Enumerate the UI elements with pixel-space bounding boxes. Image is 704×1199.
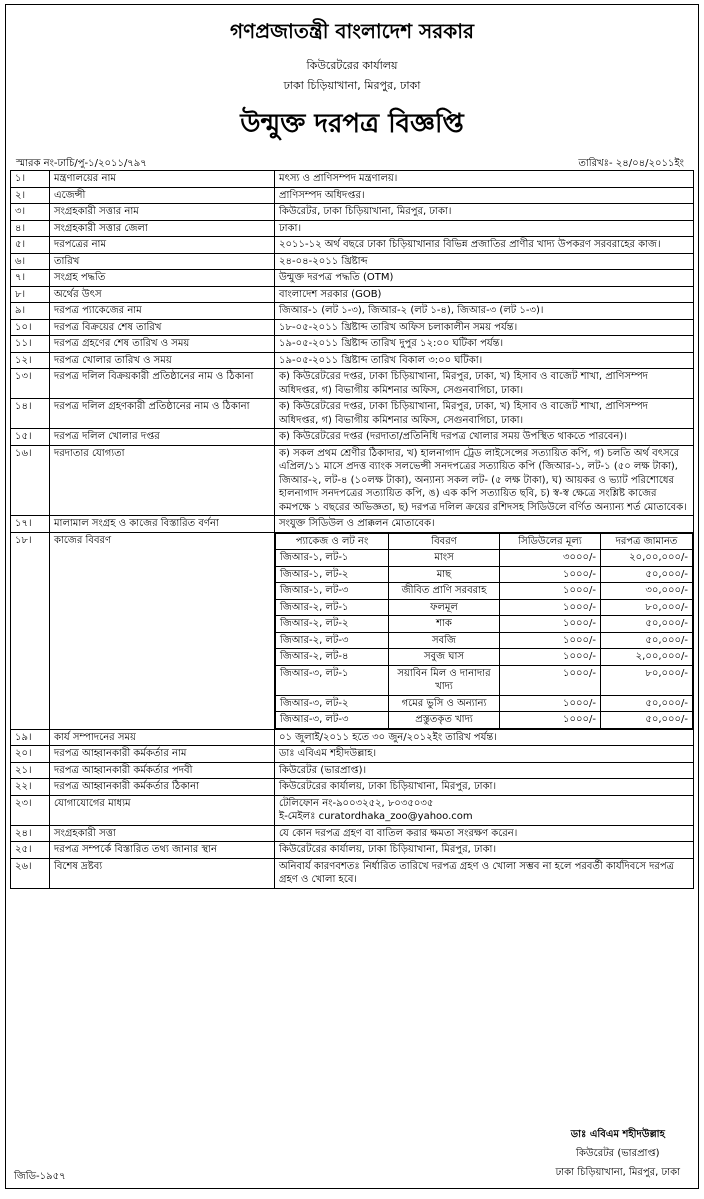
signatory-name: ডাঃ এবিএম শহীদউল্লাহ	[570, 1129, 665, 1140]
row-number: ১০।	[11, 319, 50, 336]
schedule-price: ৩০০০/-	[500, 550, 601, 567]
row-value	[275, 746, 694, 763]
row-label: দরপত্র আহ্বানকারী কর্মকর্তার নাম	[50, 746, 275, 763]
row-value	[275, 352, 694, 369]
item-description: সবুজ ঘাস	[389, 649, 500, 666]
work-schedule-cell	[275, 532, 694, 729]
row-label: এজেন্সী	[50, 187, 275, 204]
table-row	[11, 336, 694, 353]
row-number: ১৯।	[11, 729, 50, 746]
item-description: মাংস	[389, 550, 500, 567]
row-number: ৮।	[11, 286, 50, 303]
signatory-address: ঢাকা চিড়িয়াখানা, মিরপুর, ঢাকা	[555, 1167, 680, 1178]
work-item-row	[276, 566, 693, 583]
row-number: ২৩।	[11, 795, 50, 825]
row-value	[275, 795, 694, 825]
row-value-text: ১৮-০৫-২০১১ খ্রিষ্টাব্দ তারিখ অফিস চলাকালীন সময় পর্যন্ত।	[279, 321, 518, 333]
row-number: ২০।	[11, 746, 50, 763]
row-number: ৬।	[11, 253, 50, 270]
tender-table	[10, 170, 694, 889]
work-item-row	[276, 632, 693, 649]
work-item-row	[276, 583, 693, 600]
row-label: দরপত্র খোলার তারিখ ও সময়	[50, 352, 275, 369]
tender-security: ৩০,০০০/-	[601, 583, 693, 600]
tender-notice	[5, 4, 699, 1189]
row-value	[275, 762, 694, 779]
row-number: ১৩।	[11, 369, 50, 399]
row-label: দরপত্র দলিল বিক্রয়কারী প্রতিষ্ঠানের নাম ও ঠিকানা	[50, 369, 275, 399]
row-number: ১২।	[11, 352, 50, 369]
government-title: গণপ্রজাতন্ত্রী বাংলাদেশ সরকার	[230, 19, 474, 43]
row-label: দরপত্র দলিল গ্রহণকারী প্রতিষ্ঠানের নাম ও ঠিকানা	[50, 399, 275, 429]
lot-number: জিআর-১, লট-৩	[276, 583, 389, 600]
row-value-text: ১৯-০৫-২০১১ খ্রিষ্টাব্দ তারিখ দুপুর ১২:০০ ঘটিকা পর্যন্ত।	[279, 338, 504, 349]
column-header: সিডিউলের মূল্য	[500, 533, 601, 550]
table-row	[11, 445, 694, 516]
row-value	[275, 270, 694, 287]
item-description: সয়াবিন মিল ও দানাদার খাদ্য	[389, 665, 500, 695]
item-description: শাক	[389, 616, 500, 633]
row-value	[275, 171, 694, 188]
table-row	[11, 319, 694, 336]
lot-number: জিআর-২, লট-২	[276, 616, 389, 633]
row-value	[275, 237, 694, 254]
row-value-text: যে কোন দরপত্র গ্রহণ বা বাতিল করার ক্ষমতা সংরক্ষণ করেন।	[279, 827, 518, 839]
table-row	[11, 516, 694, 533]
row-number: ৪।	[11, 220, 50, 237]
item-description: জীবিত প্রাণি সরবরাহ	[389, 583, 500, 600]
schedule-price: ১০০০/-	[500, 599, 601, 616]
row-value	[275, 336, 694, 353]
lot-number: জিআর-৩, লট-১	[276, 665, 389, 695]
item-description: প্রস্তুতকৃত খাদ্য	[389, 712, 500, 729]
row-value-text: ০১ জুলাই/২০১১ হতে ৩০ জুন/২০১২ইং তারিখ পর্যন্ত।	[279, 731, 497, 743]
column-header: বিবরণ	[389, 533, 500, 550]
row-value-email: ই-মেইলঃ curatordhaka_zoo@yahoo.com	[279, 811, 473, 822]
table-row	[11, 858, 694, 888]
lot-number: জিআর-২, লট-৩	[276, 632, 389, 649]
row-value	[275, 779, 694, 796]
row-value	[275, 187, 694, 204]
row-value-text: ক) কিউরেটরের দপ্তর, ঢাকা চিড়িয়াখানা, মিরপুর, ঢাকা, খ) হিসাব ও বাজেট শাখা, প্রাণিসম্পদ অধিদপ্তর, গ) বিভাগীয় কমিশনার অফিস, সেগুনবাগিচা, ঢাকা।	[279, 371, 648, 396]
row-value-text: ২০১১-১২ অর্থ বছরে ঢাকা চিড়িয়াখানার বিভিন্ন প্রজাতির প্রাণীর খাদ্য উপকরণ সরবরাহের কাজ।	[279, 239, 661, 250]
lot-number: জিআর-১, লট-২	[276, 566, 389, 583]
work-item-row	[276, 616, 693, 633]
notice-date: তারিখঃ- ২৪/০৪/২০১১ইং	[578, 158, 684, 169]
row-number: ২৫।	[11, 842, 50, 859]
row-label: তারিখ	[50, 253, 275, 270]
row-number: ২৬।	[11, 858, 50, 888]
table-row	[11, 399, 694, 429]
work-schedule-header	[276, 533, 693, 550]
table-row	[11, 303, 694, 320]
table-row	[11, 429, 694, 446]
row-number: ২১।	[11, 762, 50, 779]
row-value	[275, 858, 694, 888]
row-label: মন্ত্রণালয়ের নাম	[50, 171, 275, 188]
row-number: ১৬।	[11, 445, 50, 516]
table-row	[11, 729, 694, 746]
schedule-price: ১০০০/-	[500, 632, 601, 649]
row-label: মালামাল সংগ্রহ ও কাজের বিস্তারিত বর্ণনা	[50, 516, 275, 533]
lot-number: জিআর-২, লট-১	[276, 599, 389, 616]
row-label: যোগাযোগের মাধ্যম	[50, 795, 275, 825]
gd-code: জিডি-১৯৫৭	[14, 1171, 66, 1182]
row-value	[275, 842, 694, 859]
tender-security: ৫০,০০০/-	[601, 616, 693, 633]
schedule-price: ১০০০/-	[500, 649, 601, 666]
row-value-text: প্রাণিসম্পদ অধিদপ্তর।	[279, 189, 365, 201]
row-value-text: সংযুক্ত সিডিউল ও প্রাক্কলন মোতাবেক।	[279, 518, 435, 529]
row-label: কার্য সম্পাদনের সময়	[50, 729, 275, 746]
tender-security: ৫০,০০০/-	[601, 632, 693, 649]
row-value-text: ১৯-০৫-২০১১ খ্রিষ্টাব্দ তারিখ বিকাল ৩:০০ ঘটিকা।	[279, 354, 483, 366]
row-label: দরপত্র আহ্বানকারী কর্মকর্তার পদবী	[50, 762, 275, 779]
row-label: সংগ্রহ পদ্ধতি	[50, 270, 275, 287]
table-row	[11, 220, 694, 237]
row-label: দরপত্র বিক্রয়ের শেষ তারিখ	[50, 319, 275, 336]
row-value-text: কিউরেটর, ঢাকা চিড়িয়াখানা, মিরপুর, ঢাকা।	[279, 206, 452, 217]
row-value-text: কিউরেটরের কার্যালয়, ঢাকা চিড়িয়াখানা, মিরপুর, ঢাকা।	[279, 781, 497, 792]
row-number: ১৫।	[11, 429, 50, 446]
work-item-row	[276, 649, 693, 666]
row-value-text: ঢাকা।	[279, 222, 302, 234]
item-description: সবজি	[389, 632, 500, 649]
column-header: দরপত্র জামানত	[601, 533, 693, 550]
work-item-row	[276, 695, 693, 712]
row-number: ১৭।	[11, 516, 50, 533]
lot-number: জিআর-৩, লট-৩	[276, 712, 389, 729]
tender-security: ২,০০,০০০/-	[601, 649, 693, 666]
table-row	[11, 237, 694, 254]
row-value-text: টেলিফোন নং-৯০০৩২৫২, ৮০৩৫০৩৫	[279, 797, 434, 809]
work-row	[11, 532, 694, 729]
row-value	[275, 399, 694, 429]
tender-security: ৫০,০০০/-	[601, 712, 693, 729]
schedule-price: ১০০০/-	[500, 583, 601, 600]
schedule-price: ১০০০/-	[500, 712, 601, 729]
row-value	[275, 729, 694, 746]
row-value	[275, 369, 694, 399]
row-label: দরপত্র প্যাকেজের নাম	[50, 303, 275, 320]
row-number: ৯।	[11, 303, 50, 320]
table-row	[11, 825, 694, 842]
row-number: ২৪।	[11, 825, 50, 842]
row-value-text: অনিবার্য কারণবশতঃ নির্ধারিত তারিখে দরপত্র গ্রহণ ও খোলা সম্ভব না হলে পরবর্তী কার্যদিবসে দরপত্র গ্রহণ ও খোলা হবে।	[279, 860, 675, 885]
row-label: দরপত্রের নাম	[50, 237, 275, 254]
row-number: ১৪।	[11, 399, 50, 429]
row-value-text: ক) কিউরেটরের দপ্তর (দরদাতা/প্রতিনিধি দরপত্র খোলার সময় উপস্থিত থাকতে পারবেন)।	[279, 431, 627, 442]
row-value-text: মৎস্য ও প্রাণিসম্পদ মন্ত্রণালয়।	[279, 173, 398, 184]
row-value-text: কিউরেটরের কার্যালয়, ঢাকা চিড়িয়াখানা, মিরপুর, ঢাকা।	[279, 844, 497, 855]
signature-block	[556, 1125, 680, 1182]
work-schedule-table	[275, 533, 693, 729]
row-value-text: ২৪-০৪-২০১১ খ্রিষ্টাব্দ	[279, 255, 368, 267]
row-value-text: উন্মুক্ত দরপত্র পদ্ধতি (OTM)	[279, 272, 394, 283]
row-value	[275, 303, 694, 320]
table-row	[11, 779, 694, 796]
table-row	[11, 352, 694, 369]
table-row	[11, 253, 694, 270]
tender-security: ২০,০০,০০০/-	[601, 550, 693, 567]
table-row	[11, 187, 694, 204]
tender-security: ৫০,০০০/-	[601, 566, 693, 583]
row-value-text: বাংলাদেশ সরকার (GOB)	[279, 288, 382, 300]
schedule-price: ১০০০/-	[500, 695, 601, 712]
row-label: সংগ্রহকারী সত্তার নাম	[50, 204, 275, 221]
row-value	[275, 516, 694, 533]
table-row	[11, 746, 694, 763]
row-number: ১।	[11, 171, 50, 188]
signatory-designation: কিউরেটর (ভারপ্রাপ্ত)	[576, 1148, 660, 1159]
row-label: দরপত্র গ্রহণের শেষ তারিখ ও সময়	[50, 336, 275, 353]
row-label: সংগ্রহকারী সত্তা	[50, 825, 275, 842]
item-description: মাছ	[389, 566, 500, 583]
schedule-price: ১০০০/-	[500, 665, 601, 695]
row-number: ১৮।	[11, 532, 50, 729]
row-value-text: জিআর-১ (লট ১-৩), জিআর-২ (লট ১-৪), জিআর-৩ (লট ১-৩)।	[279, 305, 544, 316]
table-row	[11, 171, 694, 188]
table-row	[11, 795, 694, 825]
table-row	[11, 270, 694, 287]
row-label: অর্থের উৎস	[50, 286, 275, 303]
table-row	[11, 369, 694, 399]
tender-security: ৮০,০০০/-	[601, 599, 693, 616]
column-header: প্যাকেজ ও লট নং	[276, 533, 389, 550]
row-number: ৩।	[11, 204, 50, 221]
memo-number: স্মারক নং-ঢাচি/পু-১/২০১১/৭৯৭	[16, 158, 147, 169]
row-value	[275, 220, 694, 237]
schedule-price: ১০০০/-	[500, 616, 601, 633]
office-address: ঢাকা চিড়িয়াখানা, মিরপুর, ঢাকা	[283, 79, 421, 92]
row-value-text: কিউরেটর (ভারপ্রাপ্ত)।	[279, 764, 367, 776]
row-label: দরপত্র দলিল খোলার দপ্তর	[50, 429, 275, 446]
row-number: ৭।	[11, 270, 50, 287]
schedule-price: ১০০০/-	[500, 566, 601, 583]
row-number: ২।	[11, 187, 50, 204]
row-label: দরদাতার যোগ্যতা	[50, 445, 275, 516]
work-item-row	[276, 550, 693, 567]
notice-title: উন্মুক্ত দরপত্র বিজ্ঞপ্তি	[240, 109, 464, 139]
row-value	[275, 286, 694, 303]
row-label: কাজের বিবরণ	[50, 532, 275, 729]
row-label: সংগ্রহকারী সত্তার জেলা	[50, 220, 275, 237]
row-label: দরপত্র সম্পর্কে বিস্তারিত তথ্য জানার স্থান	[50, 842, 275, 859]
row-value	[275, 204, 694, 221]
work-item-row	[276, 712, 693, 729]
tender-security: ৮০,০০০/-	[601, 665, 693, 695]
tender-table-body	[11, 171, 694, 889]
table-row	[11, 842, 694, 859]
row-value	[275, 825, 694, 842]
table-row	[11, 762, 694, 779]
row-number: ১১।	[11, 336, 50, 353]
tender-security: ৫০,০০০/-	[601, 695, 693, 712]
row-value-text: ডাঃ এবিএম শহীদউল্লাহ।	[279, 748, 377, 759]
row-value-text: ক) সকল প্রথম শ্রেণীর ঠিকাদার, খ) হালনাগাদ ট্রেড লাইসেন্সের সত্যায়িত কপি, গ) চলতি অর্থ বৎসরে এপ্রিল/১১ মাসে প্রদত্ত ব্যাংক সলভেন্সী সনদপত্রের সত্যায়িত কপি (জিআর-১, লট-১ (৫০ লক্ষ টাকা), জিআর-২, লট-৪ (১০লক্ষ টাকা), অন্যান্য সকল লট- (৫ লক্ষ টাকা), ঘ) আয়কর ও ভ্যাট পরিশোধের হালনাগাদ সনদপত্রের সত্যায়িত কপি, ঙ) এক কপি সত্যায়িত ছবি, চ) স্ব-স্ব ক্ষেত্রে সংশ্লিষ্ট কাজের কমপক্ষে ১ বছরের অভিজ্ঞতা, ছ) দরপত্র দলিল ক্রয়ের রশিদসহ সিডিউলে বর্ণিত অন্যান্য শর্ত মোতাবেক।	[279, 447, 687, 513]
item-description: ফলমূল	[389, 599, 500, 616]
row-value	[275, 429, 694, 446]
row-number: ৫।	[11, 237, 50, 254]
row-value	[275, 253, 694, 270]
table-row	[11, 286, 694, 303]
office-name: কিউরেটরের কার্যালয়	[306, 59, 398, 72]
row-label: বিশেষ দ্রষ্টব্য	[50, 858, 275, 888]
lot-number: জিআর-৩, লট-২	[276, 695, 389, 712]
row-label: দরপত্র আহ্বানকারী কর্মকর্তার ঠিকানা	[50, 779, 275, 796]
lot-number: জিআর-১, লট-১	[276, 550, 389, 567]
row-value	[275, 319, 694, 336]
row-value-text: ক) কিউরেটরের দপ্তর, ঢাকা চিড়িয়াখানা, মিরপুর, ঢাকা, খ) হিসাব ও বাজেট শাখা, প্রাণিসম্পদ অধিদপ্তর, গ) বিভাগীয় কমিশনার অফিস, সেগুনবাগিচা, ঢাকা।	[279, 401, 648, 426]
row-number: ২২।	[11, 779, 50, 796]
work-item-row	[276, 665, 693, 695]
lot-number: জিআর-২, লট-৪	[276, 649, 389, 666]
table-row	[11, 204, 694, 221]
work-item-row	[276, 599, 693, 616]
item-description: গমের ভুসি ও অন্যান্য	[389, 695, 500, 712]
row-value	[275, 445, 694, 516]
